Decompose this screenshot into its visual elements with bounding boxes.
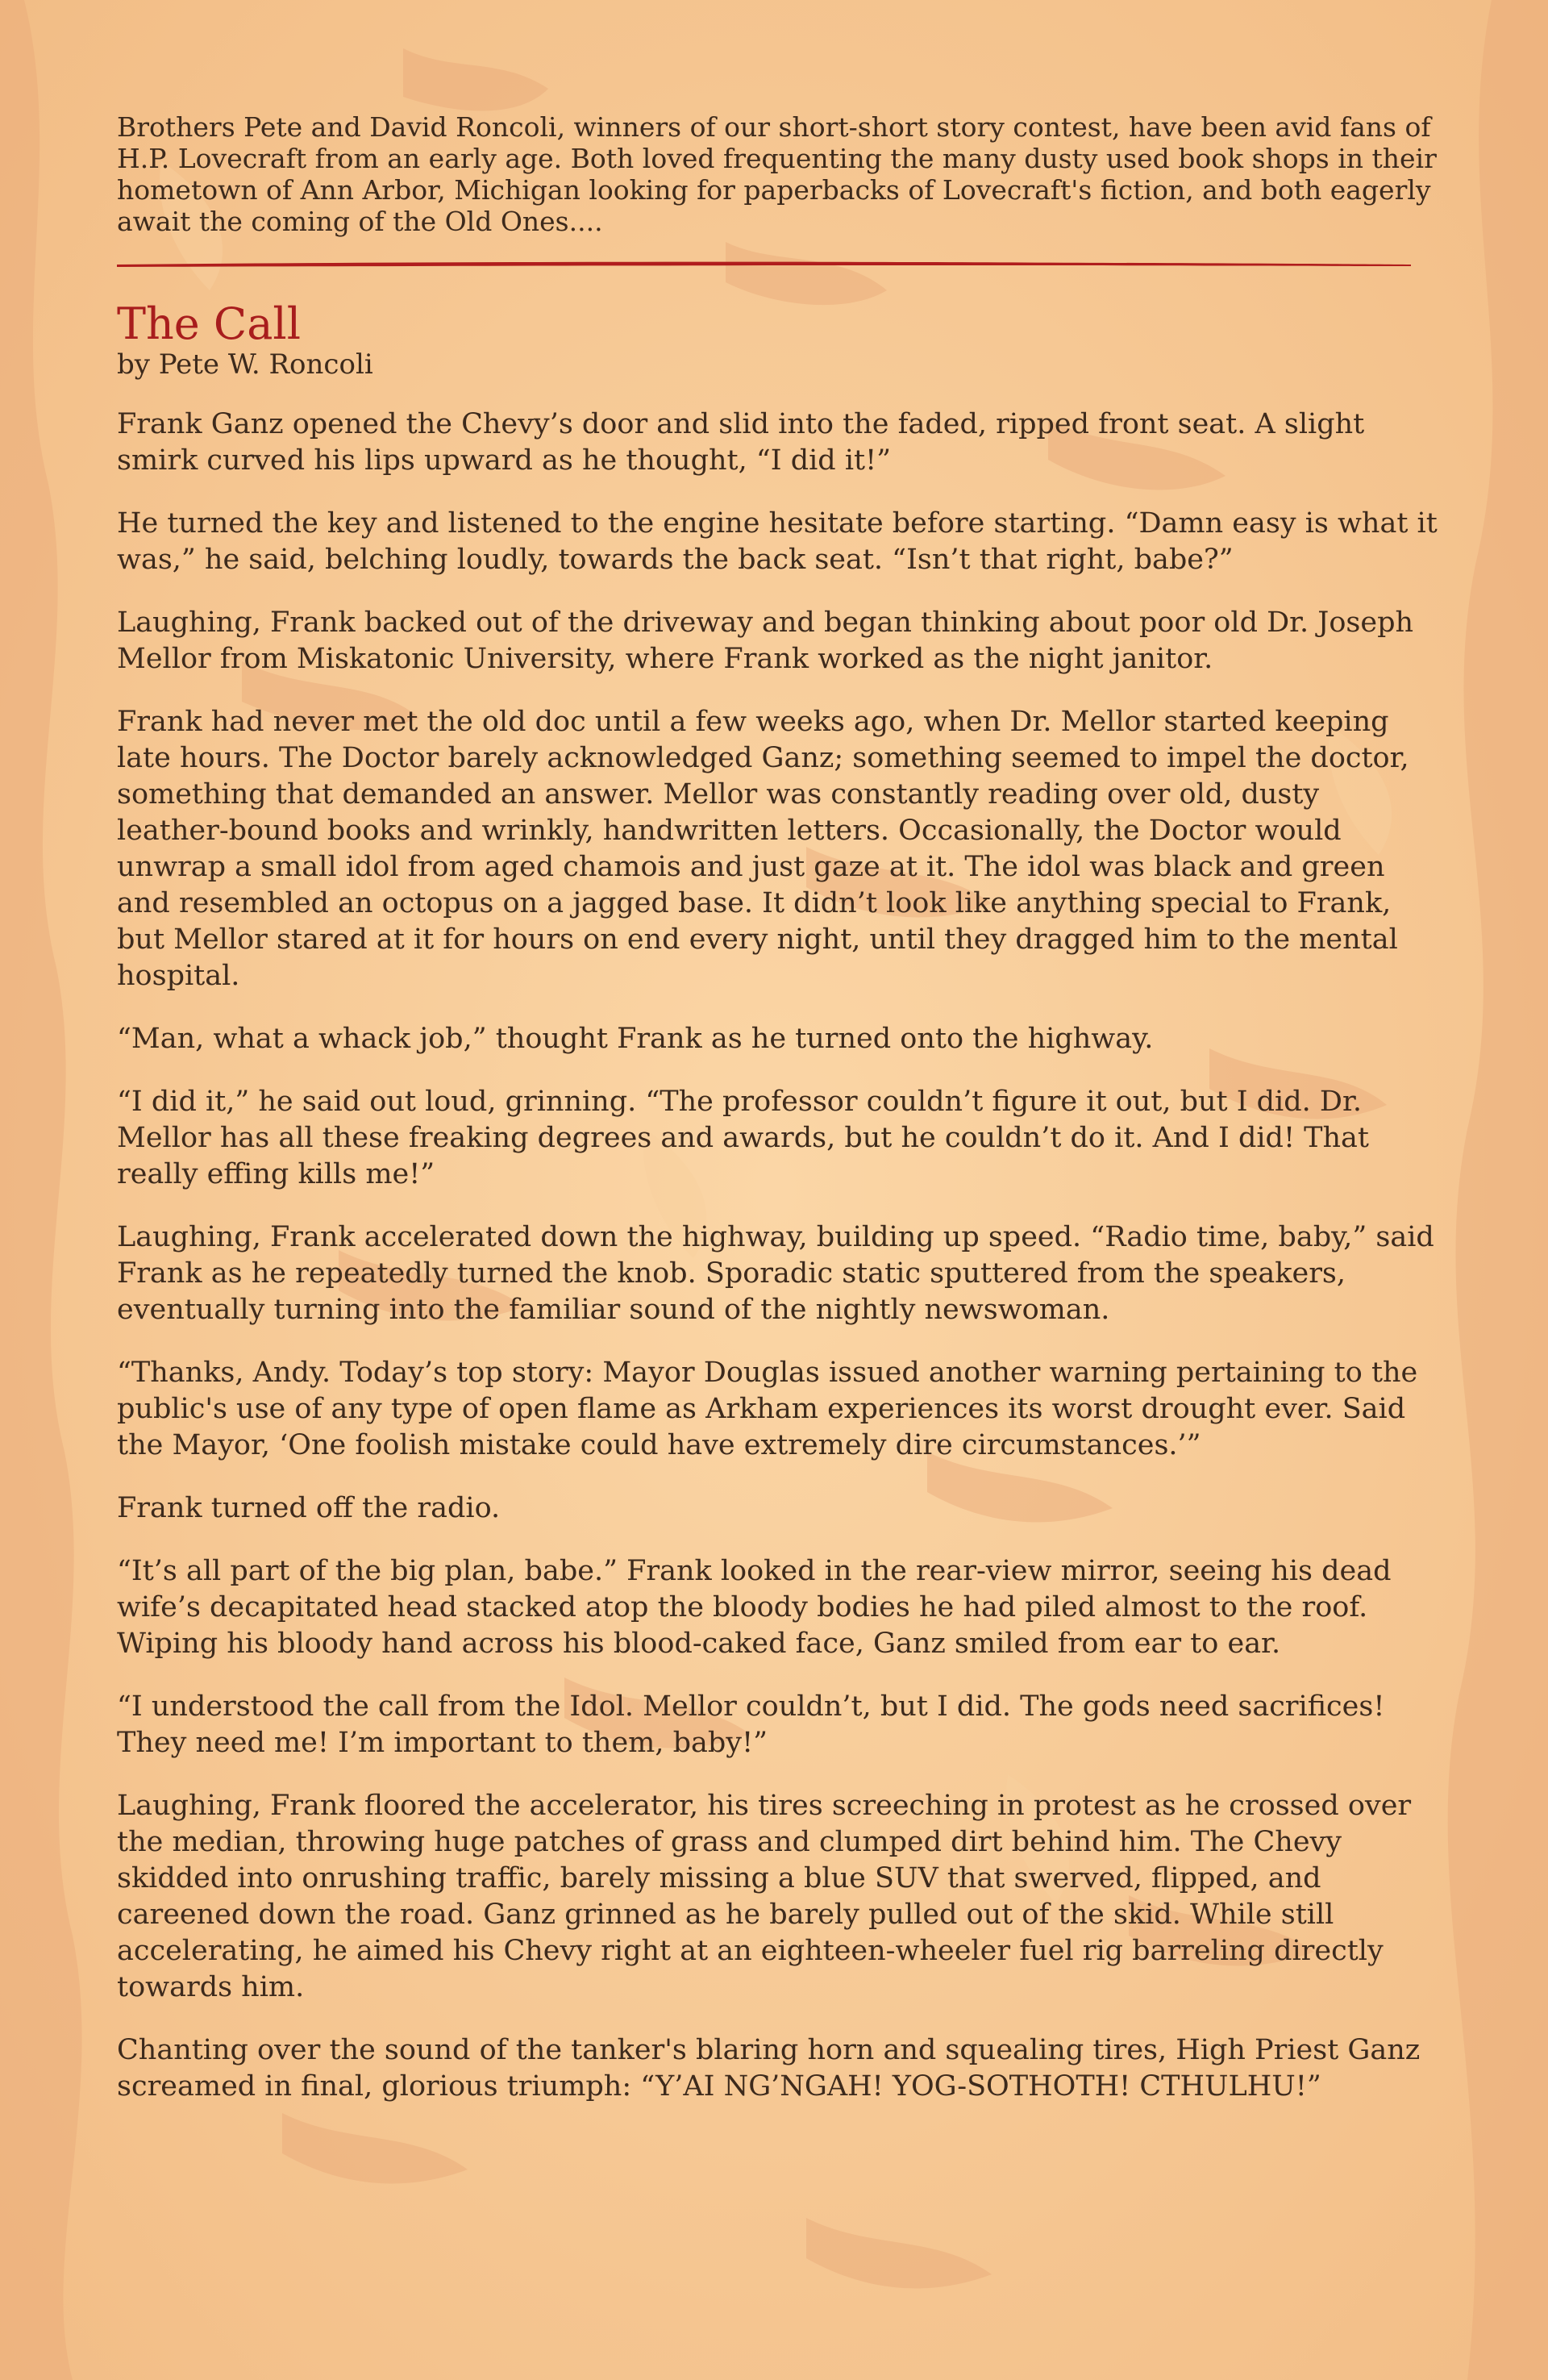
story-paragraph: Laughing, Frank floored the accelerator, his tires screeching in protest as he crossed over the median, throwing huge patches of grass and clumped dirt behind him. The Chevy skidded into onrushing traffic, barely missing a blue SUV that swerved, flipped, and careened down the road. Ganz grinned as he barely pulled out of the skid. While still accelerating, he aimed his Chevy right at an eighteen-wheeler fuel rig barreling directly towards him. [117, 1790, 1412, 2003]
story-title: The Call [117, 298, 301, 349]
story-paragraph: Frank turned off the radio. [117, 1492, 501, 1524]
story-paragraph: “Man, what a whack job,” thought Frank as he turned onto the highway. [117, 1023, 1154, 1055]
story-paragraph: Frank had never met the old doc until a few weeks ago, when Dr. Mellor started keeping late hours. The Doctor barely acknowledged Ganz; something seemed to impel the doctor, something that demanded an answer. Mellor was constantly reading over old, dusty leather-bound books and wrinkly, handwritten letters. Occasionally, the Doctor would unwrap a small idol from aged chamois and just gaze at it. The idol was black and green and resembled an octopus on a jagged base. It didn’t look like anything special to Frank, but Mellor stared at it for hours on end every night, until they dragged him to the mental hospital. [117, 706, 1409, 992]
story-paragraph: “I understood the call from the Idol. Mellor couldn’t, but I did. The gods need sacrifices! They need me! I’m important to them, baby!” [117, 1690, 1385, 1759]
article [117, 111, 1439, 2105]
story-paragraph: He turned the key and listened to the engine hesitate before starting. “Damn easy is what it was,” he said, belching loudly, towards the back seat. “Isn’t that right, babe?” [117, 507, 1438, 576]
story-paragraph: “It’s all part of the big plan, babe.” Frank looked in the rear-view mirror, seeing his dead wife’s decapitated head stacked atop the bloody bodies he had piled almost to the roof. Wiping his bloody hand across his blood-caked face, Ganz smiled from ear to ear. [117, 1555, 1392, 1660]
story-byline: by Pete W. Roncoli [117, 348, 373, 381]
story-paragraph: Frank Ganz opened the Chevy’s door and slid into the faded, ripped front seat. A slight smirk curved his lips upward as he thought, “I did it!” [117, 408, 1365, 477]
red-divider [117, 260, 1411, 268]
story-paragraph: “Thanks, Andy. Today’s top story: Mayor Douglas issued another warning pertaining to the public's use of any type of open flame as Arkham experiences its worst drought ever. Said the Mayor, ‘One foolish mistake could have extremely dire circumstances.’” [117, 1357, 1418, 1461]
story-paragraph: Laughing, Frank accelerated down the highway, building up speed. “Radio time, baby,” said Frank as he repeatedly turned the knob. Sporadic static sputtered from the speakers, eventually turning into the familiar sound of the nightly newswoman. [117, 1221, 1434, 1326]
story-paragraph: Chanting over the sound of the tanker's blaring horn and squealing tires, High Priest Ganz screamed in final, glorious triumph: “Y’AI NG’NGAH! YOG-SOTHOTH! CTHULHU!” [117, 2034, 1421, 2103]
intro-paragraph: Brothers Pete and David Roncoli, winners of our short-short story contest, have been avid fans of H.P. Lovecraft from an early age. Both loved frequenting the many dusty used book shops in their hometown of Ann Arbor, Michigan looking for paperbacks of Lovecraft's fiction, and both eagerly await the coming of the Old Ones.... [117, 111, 1437, 237]
story-paragraph: Laughing, Frank backed out of the driveway and began thinking about poor old Dr. Joseph Mellor from Miskatonic University, where Frank worked as the night janitor. [117, 606, 1414, 675]
story-paragraph: “I did it,” he said out loud, grinning. “The professor couldn’t figure it out, but I did. Dr. Mellor has all these freaking degrees and awards, but he couldn’t do it. And I did! That really effing kills me!” [117, 1086, 1369, 1190]
